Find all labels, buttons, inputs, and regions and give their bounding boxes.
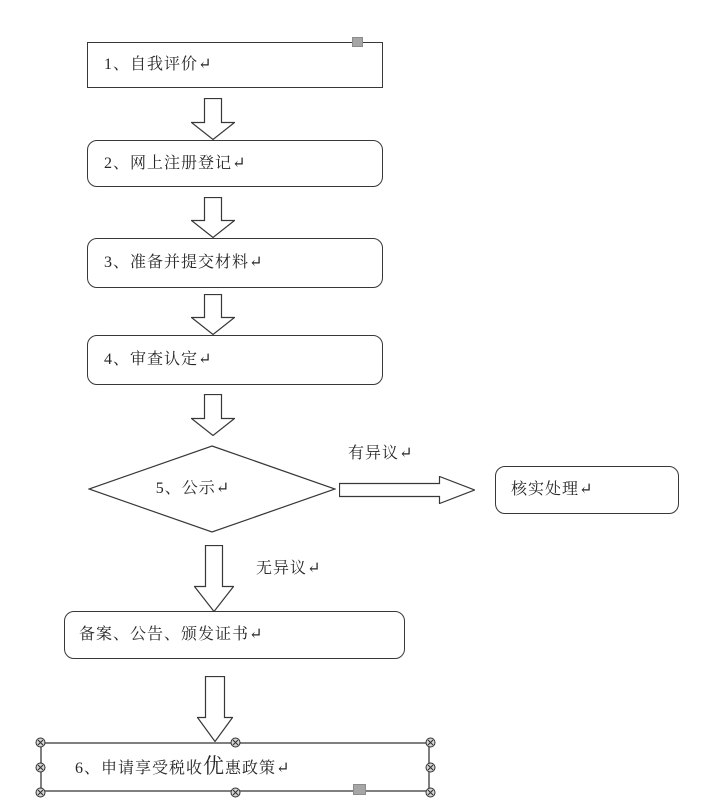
selection-handle-w[interactable] xyxy=(35,762,46,773)
selection-handle-e[interactable] xyxy=(425,762,436,773)
apply-label-suffix: 惠政策↵ xyxy=(225,760,291,778)
shape-anchor-square-top[interactable] xyxy=(352,37,363,47)
process-box-prepare-materials[interactable] xyxy=(87,238,383,288)
down-block-arrow-shape xyxy=(191,394,235,436)
shape-anchor-square-bottom[interactable] xyxy=(353,784,366,795)
process-box-label: 备案、公告、颁发证书↵ xyxy=(79,626,264,644)
down-block-arrow-final[interactable] xyxy=(197,676,233,742)
down-block-arrow-3[interactable] xyxy=(191,294,235,335)
process-box-label: 2、网上注册登记↵ xyxy=(104,154,247,172)
apply-label-emphasis: 优 xyxy=(203,755,226,779)
down-block-arrow-shape xyxy=(197,676,233,742)
down-block-arrow-no-objection[interactable] xyxy=(194,545,234,612)
process-box-record-certificate[interactable] xyxy=(64,611,405,659)
selection-handle-ne[interactable] xyxy=(425,737,436,748)
right-block-arrow-shape xyxy=(339,476,475,504)
branch-label-no-objection[interactable]: 无异议↵ xyxy=(256,560,322,577)
down-block-arrow-shape xyxy=(191,98,235,140)
down-block-arrow-shape xyxy=(191,197,235,238)
selection-handle-sw[interactable] xyxy=(35,787,46,798)
process-box-label: 核实处理↵ xyxy=(511,481,594,499)
decision-diamond-public-announcement[interactable] xyxy=(88,445,336,533)
down-block-arrow-4[interactable] xyxy=(191,394,235,436)
process-box-apply-tax-policy-selected[interactable] xyxy=(40,742,430,792)
branch-label-objection[interactable]: 有异议↵ xyxy=(348,445,414,462)
process-box-label: 1、自我评价↵ xyxy=(104,56,213,74)
selection-handle-n[interactable] xyxy=(230,737,241,748)
right-block-arrow-objection[interactable] xyxy=(339,476,475,504)
process-box-online-registration[interactable] xyxy=(87,140,383,187)
process-box-label: 3、准备并提交材料↵ xyxy=(104,254,264,272)
process-box-review-confirmation[interactable] xyxy=(87,335,383,385)
selection-handle-se[interactable] xyxy=(425,787,436,798)
down-block-arrow-2[interactable] xyxy=(191,197,235,238)
down-block-arrow-1[interactable] xyxy=(191,98,235,140)
apply-label-prefix: 6、申请享受税收 xyxy=(75,760,204,778)
selection-handle-nw[interactable] xyxy=(35,737,46,748)
process-box-verify-handle[interactable] xyxy=(495,466,679,514)
process-box-label: 4、审查认定↵ xyxy=(104,351,213,369)
process-box-self-evaluation[interactable] xyxy=(87,42,383,88)
down-block-arrow-shape xyxy=(194,545,234,612)
process-box-label xyxy=(75,757,290,777)
selection-handle-s[interactable] xyxy=(230,787,241,798)
down-block-arrow-shape xyxy=(191,294,235,335)
decision-label: 5、公示↵ xyxy=(155,480,231,498)
